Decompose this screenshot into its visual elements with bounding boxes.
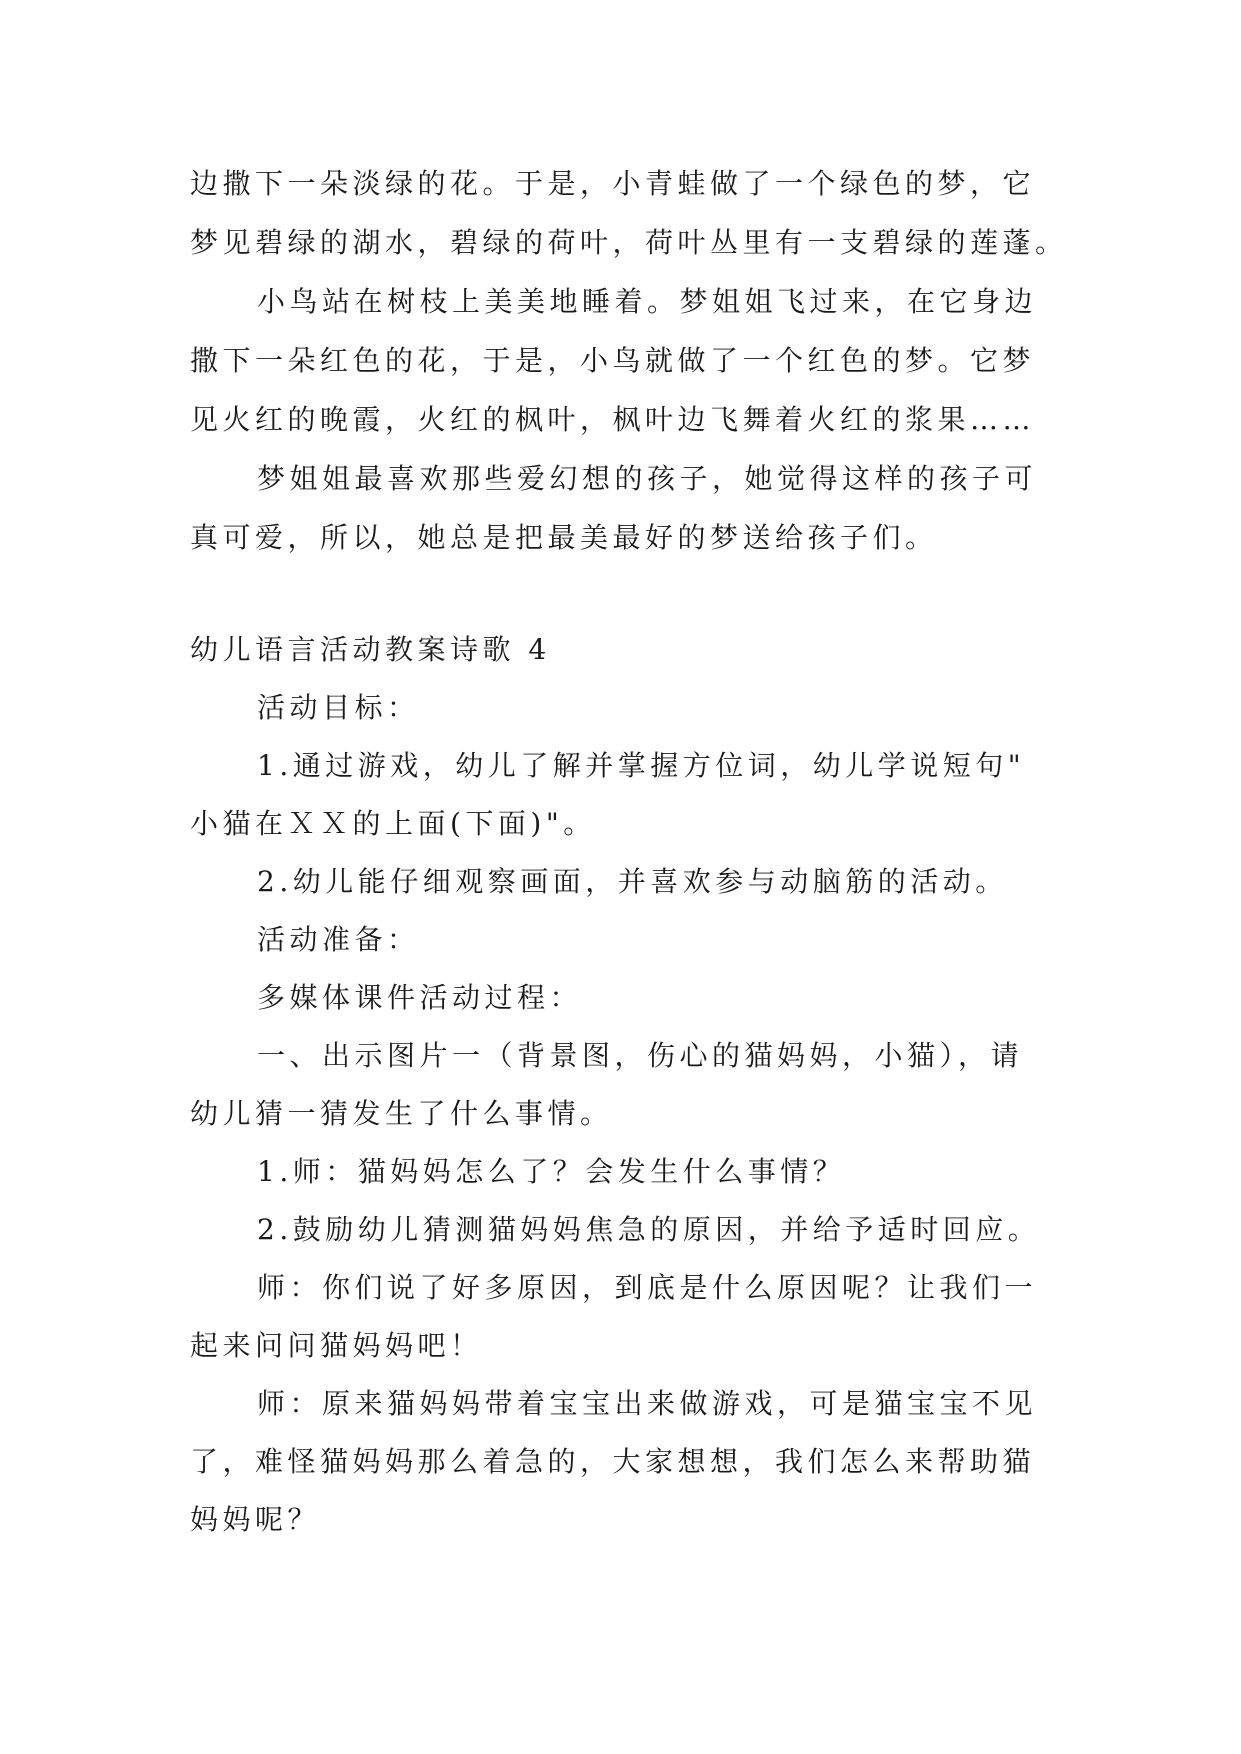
process-step-1: 一、出示图片一（背景图，伤心的猫妈妈，小猫），请 (257, 1039, 1024, 1072)
process-item-1: 1.师：猫妈妈怎么了？会发生什么事情？ (257, 1155, 846, 1188)
goal-item-1: 1.通过游戏，幼儿了解并掌握方位词，幼儿学说短句" (257, 749, 1026, 782)
section-heading: 幼儿语言活动教案诗歌 4 (190, 633, 551, 666)
subheading-activity-process: 多媒体课件活动过程： (257, 981, 583, 1014)
goal-item-2: 2.幼儿能仔细观察画面，并喜欢参与动脑筋的活动。 (257, 865, 1008, 898)
text-line: 了，难怪猫妈妈那么着急的，大家想想，我们怎么来帮助猫 (190, 1445, 1036, 1478)
text-line: 边撒下一朵淡绿的花。于是，小青蛙做了一个绿色的梦，它 (190, 167, 1036, 200)
text-line: 撒下一朵红色的花，于是，小鸟就做了一个红色的梦。它梦 (190, 344, 1036, 377)
text-line: 起来问问猫妈妈吧！ (190, 1329, 483, 1362)
text-line: 梦见碧绿的湖水，碧绿的荷叶，荷叶丛里有一支碧绿的莲蓬。 (190, 226, 1068, 259)
teacher-line: 师：原来猫妈妈带着宝宝出来做游戏，可是猫宝宝不见 (257, 1387, 1038, 1420)
paragraph-first-line: 梦姐姐最喜欢那些爱幻想的孩子，她觉得这样的孩子可 (257, 462, 1038, 495)
text-line: 小猫在ＸＸ的上面(下面)"。 (190, 807, 596, 840)
text-line: 幼儿猜一猜发生了什么事情。 (190, 1097, 613, 1130)
teacher-line: 师：你们说了好多原因，到底是什么原因呢？让我们一 (257, 1271, 1038, 1304)
subheading-activity-prep: 活动准备： (257, 923, 420, 956)
paragraph-first-line: 小鸟站在树枝上美美地睡着。梦姐姐飞过来，在它身边 (257, 285, 1038, 318)
process-item-2: 2.鼓励幼儿猜测猫妈妈焦急的原因，并给予适时回应。 (257, 1213, 1041, 1246)
text-line: 见火红的晚霞，火红的枫叶，枫叶边飞舞着火红的浆果…… (190, 403, 1036, 436)
text-line: 真可爱，所以，她总是把最美最好的梦送给孩子们。 (190, 521, 938, 554)
text-line: 妈妈呢？ (190, 1503, 321, 1536)
subheading-activity-goals: 活动目标： (257, 691, 420, 724)
